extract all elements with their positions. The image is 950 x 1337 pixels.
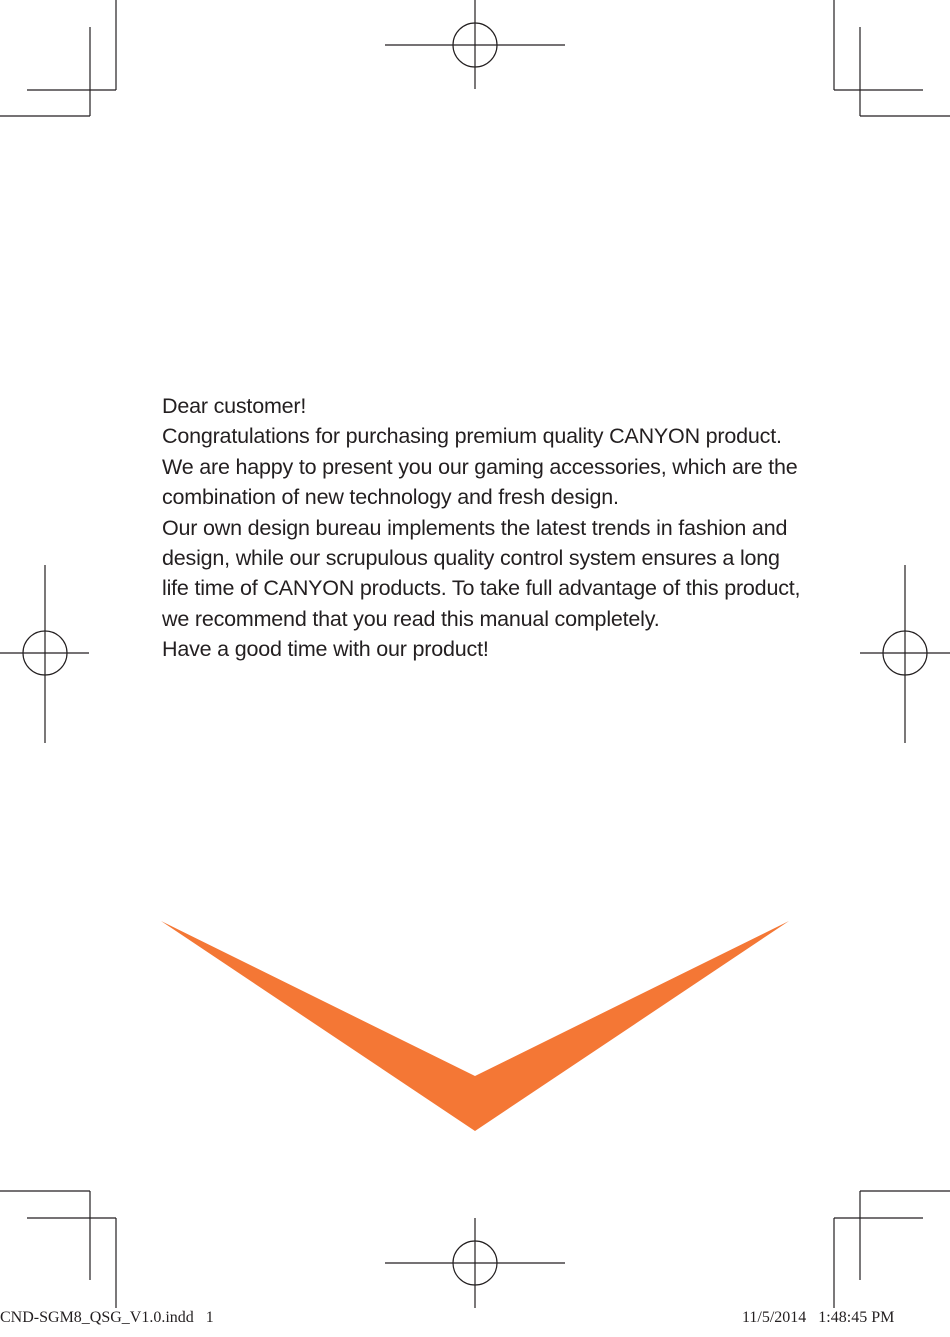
paragraph-congratulations: Congratulations for purchasing premium quality CANYON product. [162,424,782,449]
paragraph-design-bureau: Our own design bureau implements the latest trends in fashion and design, while our scrupulous quality control system ensures a long life time of CANYON products. To take full advantage of this product, we recommend that you read this manual completely. [162,515,801,631]
paragraph-closing: Have a good time with our product! [162,637,489,662]
slug-timestamp: 11/5/2014 1:48:45 PM [742,1309,895,1326]
slug-filename: CND-SGM8_QSG_V1.0.indd 1 [0,1309,214,1326]
greeting: Dear customer! [162,394,307,418]
paragraph-gaming-accessories: We are happy to present you our gaming accessories, which are the combination of new technology and fresh design. [162,454,798,510]
